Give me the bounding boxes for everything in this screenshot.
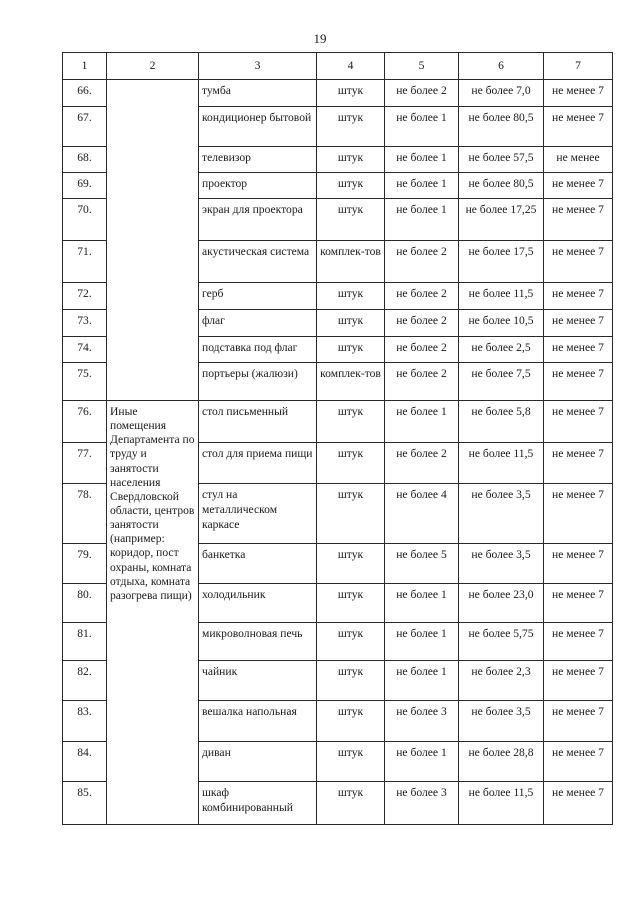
unit: штук	[317, 544, 385, 584]
price-limit: не более 11,5	[459, 782, 544, 825]
column-header: 7	[544, 53, 613, 80]
service-life: не менее 7	[544, 199, 613, 241]
item-name: стол для приема пищи	[199, 443, 317, 484]
unit: штук	[317, 484, 385, 544]
quantity-limit: не более 3	[385, 701, 459, 742]
unit: штук	[317, 337, 385, 363]
row-number: 83.	[63, 701, 107, 742]
column-header: 5	[385, 53, 459, 80]
item-name: кондиционер бытовой	[199, 107, 317, 147]
quantity-limit: не более 1	[385, 661, 459, 701]
item-name: экран для проектора	[199, 199, 317, 241]
unit: штук	[317, 623, 385, 661]
item-name: холодильник	[199, 584, 317, 623]
item-name: флаг	[199, 310, 317, 337]
unit: штук	[317, 401, 385, 443]
unit: штук	[317, 443, 385, 484]
unit: штук	[317, 147, 385, 173]
row-number: 67.	[63, 107, 107, 147]
price-limit: не более 10,5	[459, 310, 544, 337]
price-limit: не более 7,0	[459, 80, 544, 107]
unit: штук	[317, 199, 385, 241]
service-life: не менее 7	[544, 623, 613, 661]
item-name: акустическая система	[199, 241, 317, 283]
quantity-limit: не более 2	[385, 337, 459, 363]
service-life: не менее 7	[544, 241, 613, 283]
price-limit: не более 80,5	[459, 173, 544, 199]
price-limit: не более 3,5	[459, 701, 544, 742]
price-limit: не более 11,5	[459, 443, 544, 484]
unit: штук	[317, 173, 385, 199]
row-number: 75.	[63, 363, 107, 401]
row-number: 81.	[63, 623, 107, 661]
item-name: вешалка напольная	[199, 701, 317, 742]
unit: штук	[317, 283, 385, 310]
item-name: телевизор	[199, 147, 317, 173]
row-number: 73.	[63, 310, 107, 337]
service-life: не менее 7	[544, 544, 613, 584]
header-row	[63, 53, 613, 80]
table-row	[63, 80, 613, 107]
column-header: 3	[199, 53, 317, 80]
price-limit: не более 3,5	[459, 484, 544, 544]
quantity-limit: не более 3	[385, 782, 459, 825]
quantity-limit: не более 2	[385, 283, 459, 310]
quantity-limit: не более 5	[385, 544, 459, 584]
row-number: 71.	[63, 241, 107, 283]
service-life: не менее 7	[544, 283, 613, 310]
service-life: не менее 7	[544, 584, 613, 623]
row-number: 74.	[63, 337, 107, 363]
quantity-limit: не более 4	[385, 484, 459, 544]
item-name: чайник	[199, 661, 317, 701]
quantity-limit: не более 2	[385, 363, 459, 401]
item-name: проектор	[199, 173, 317, 199]
row-number: 70.	[63, 199, 107, 241]
row-number: 85.	[63, 782, 107, 825]
unit: комплек-тов	[317, 363, 385, 401]
group-label: Иные помещения Департамента по труду и занятости населения Свердловской области, центров занятости (например: коридор, пост охраны, комната отдыха, комната разогрева пищи)	[107, 401, 199, 825]
unit: штук	[317, 782, 385, 825]
service-life: не менее 7	[544, 661, 613, 701]
price-limit: не более 57,5	[459, 147, 544, 173]
price-limit: не более 23,0	[459, 584, 544, 623]
column-header: 1	[63, 53, 107, 80]
service-life: не менее 7	[544, 443, 613, 484]
service-life: не менее	[544, 147, 613, 173]
row-number: 68.	[63, 147, 107, 173]
service-life: не менее 7	[544, 337, 613, 363]
row-number: 84.	[63, 742, 107, 782]
price-limit: не более 2,5	[459, 337, 544, 363]
service-life: не менее 7	[544, 782, 613, 825]
unit: штук	[317, 584, 385, 623]
furniture-table	[62, 52, 613, 825]
row-number: 77.	[63, 443, 107, 484]
service-life: не менее 7	[544, 363, 613, 401]
item-name: банкетка	[199, 544, 317, 584]
service-life: не менее 7	[544, 310, 613, 337]
row-number: 78.	[63, 484, 107, 544]
service-life: не менее 7	[544, 701, 613, 742]
price-limit: не более 28,8	[459, 742, 544, 782]
row-number: 80.	[63, 584, 107, 623]
unit: комплек-тов	[317, 241, 385, 283]
column-header: 6	[459, 53, 544, 80]
group-cell	[107, 80, 199, 401]
unit: штук	[317, 80, 385, 107]
price-limit: не более 5,75	[459, 623, 544, 661]
unit: штук	[317, 701, 385, 742]
quantity-limit: не более 1	[385, 107, 459, 147]
service-life: не менее 7	[544, 173, 613, 199]
quantity-limit: не более 1	[385, 199, 459, 241]
price-limit: не более 2,3	[459, 661, 544, 701]
unit: штук	[317, 742, 385, 782]
column-header: 4	[317, 53, 385, 80]
item-name: тумба	[199, 80, 317, 107]
row-number: 69.	[63, 173, 107, 199]
item-name: герб	[199, 283, 317, 310]
row-number: 82.	[63, 661, 107, 701]
quantity-limit: не более 1	[385, 742, 459, 782]
quantity-limit: не более 1	[385, 173, 459, 199]
quantity-limit: не более 2	[385, 241, 459, 283]
price-limit: не более 3,5	[459, 544, 544, 584]
page-number: 19	[313, 31, 327, 46]
service-life: не менее 7	[544, 484, 613, 544]
service-life: не менее 7	[544, 80, 613, 107]
column-header: 2	[107, 53, 199, 80]
unit: штук	[317, 310, 385, 337]
service-life: не менее 7	[544, 401, 613, 443]
item-name: диван	[199, 742, 317, 782]
row-number: 66.	[63, 80, 107, 107]
price-limit: не более 7,5	[459, 363, 544, 401]
unit: штук	[317, 107, 385, 147]
quantity-limit: не более 1	[385, 401, 459, 443]
table-row	[63, 401, 613, 443]
price-limit: не более 11,5	[459, 283, 544, 310]
quantity-limit: не более 1	[385, 147, 459, 173]
item-name: портьеры (жалюзи)	[199, 363, 317, 401]
row-number: 79.	[63, 544, 107, 584]
item-name: шкаф комбинированный	[199, 782, 317, 825]
quantity-limit: не более 1	[385, 623, 459, 661]
service-life: не менее 7	[544, 107, 613, 147]
quantity-limit: не более 2	[385, 443, 459, 484]
service-life: не менее 7	[544, 742, 613, 782]
row-number: 72.	[63, 283, 107, 310]
row-number: 76.	[63, 401, 107, 443]
quantity-limit: не более 1	[385, 584, 459, 623]
quantity-limit: не более 2	[385, 310, 459, 337]
price-limit: не более 5,8	[459, 401, 544, 443]
item-name: стул на металлическом каркасе	[199, 484, 317, 544]
unit: штук	[317, 661, 385, 701]
price-limit: не более 17,25	[459, 199, 544, 241]
price-limit: не более 80,5	[459, 107, 544, 147]
item-name: стол письменный	[199, 401, 317, 443]
item-name: микроволновая печь	[199, 623, 317, 661]
price-limit: не более 17,5	[459, 241, 544, 283]
item-name: подставка под флаг	[199, 337, 317, 363]
quantity-limit: не более 2	[385, 80, 459, 107]
